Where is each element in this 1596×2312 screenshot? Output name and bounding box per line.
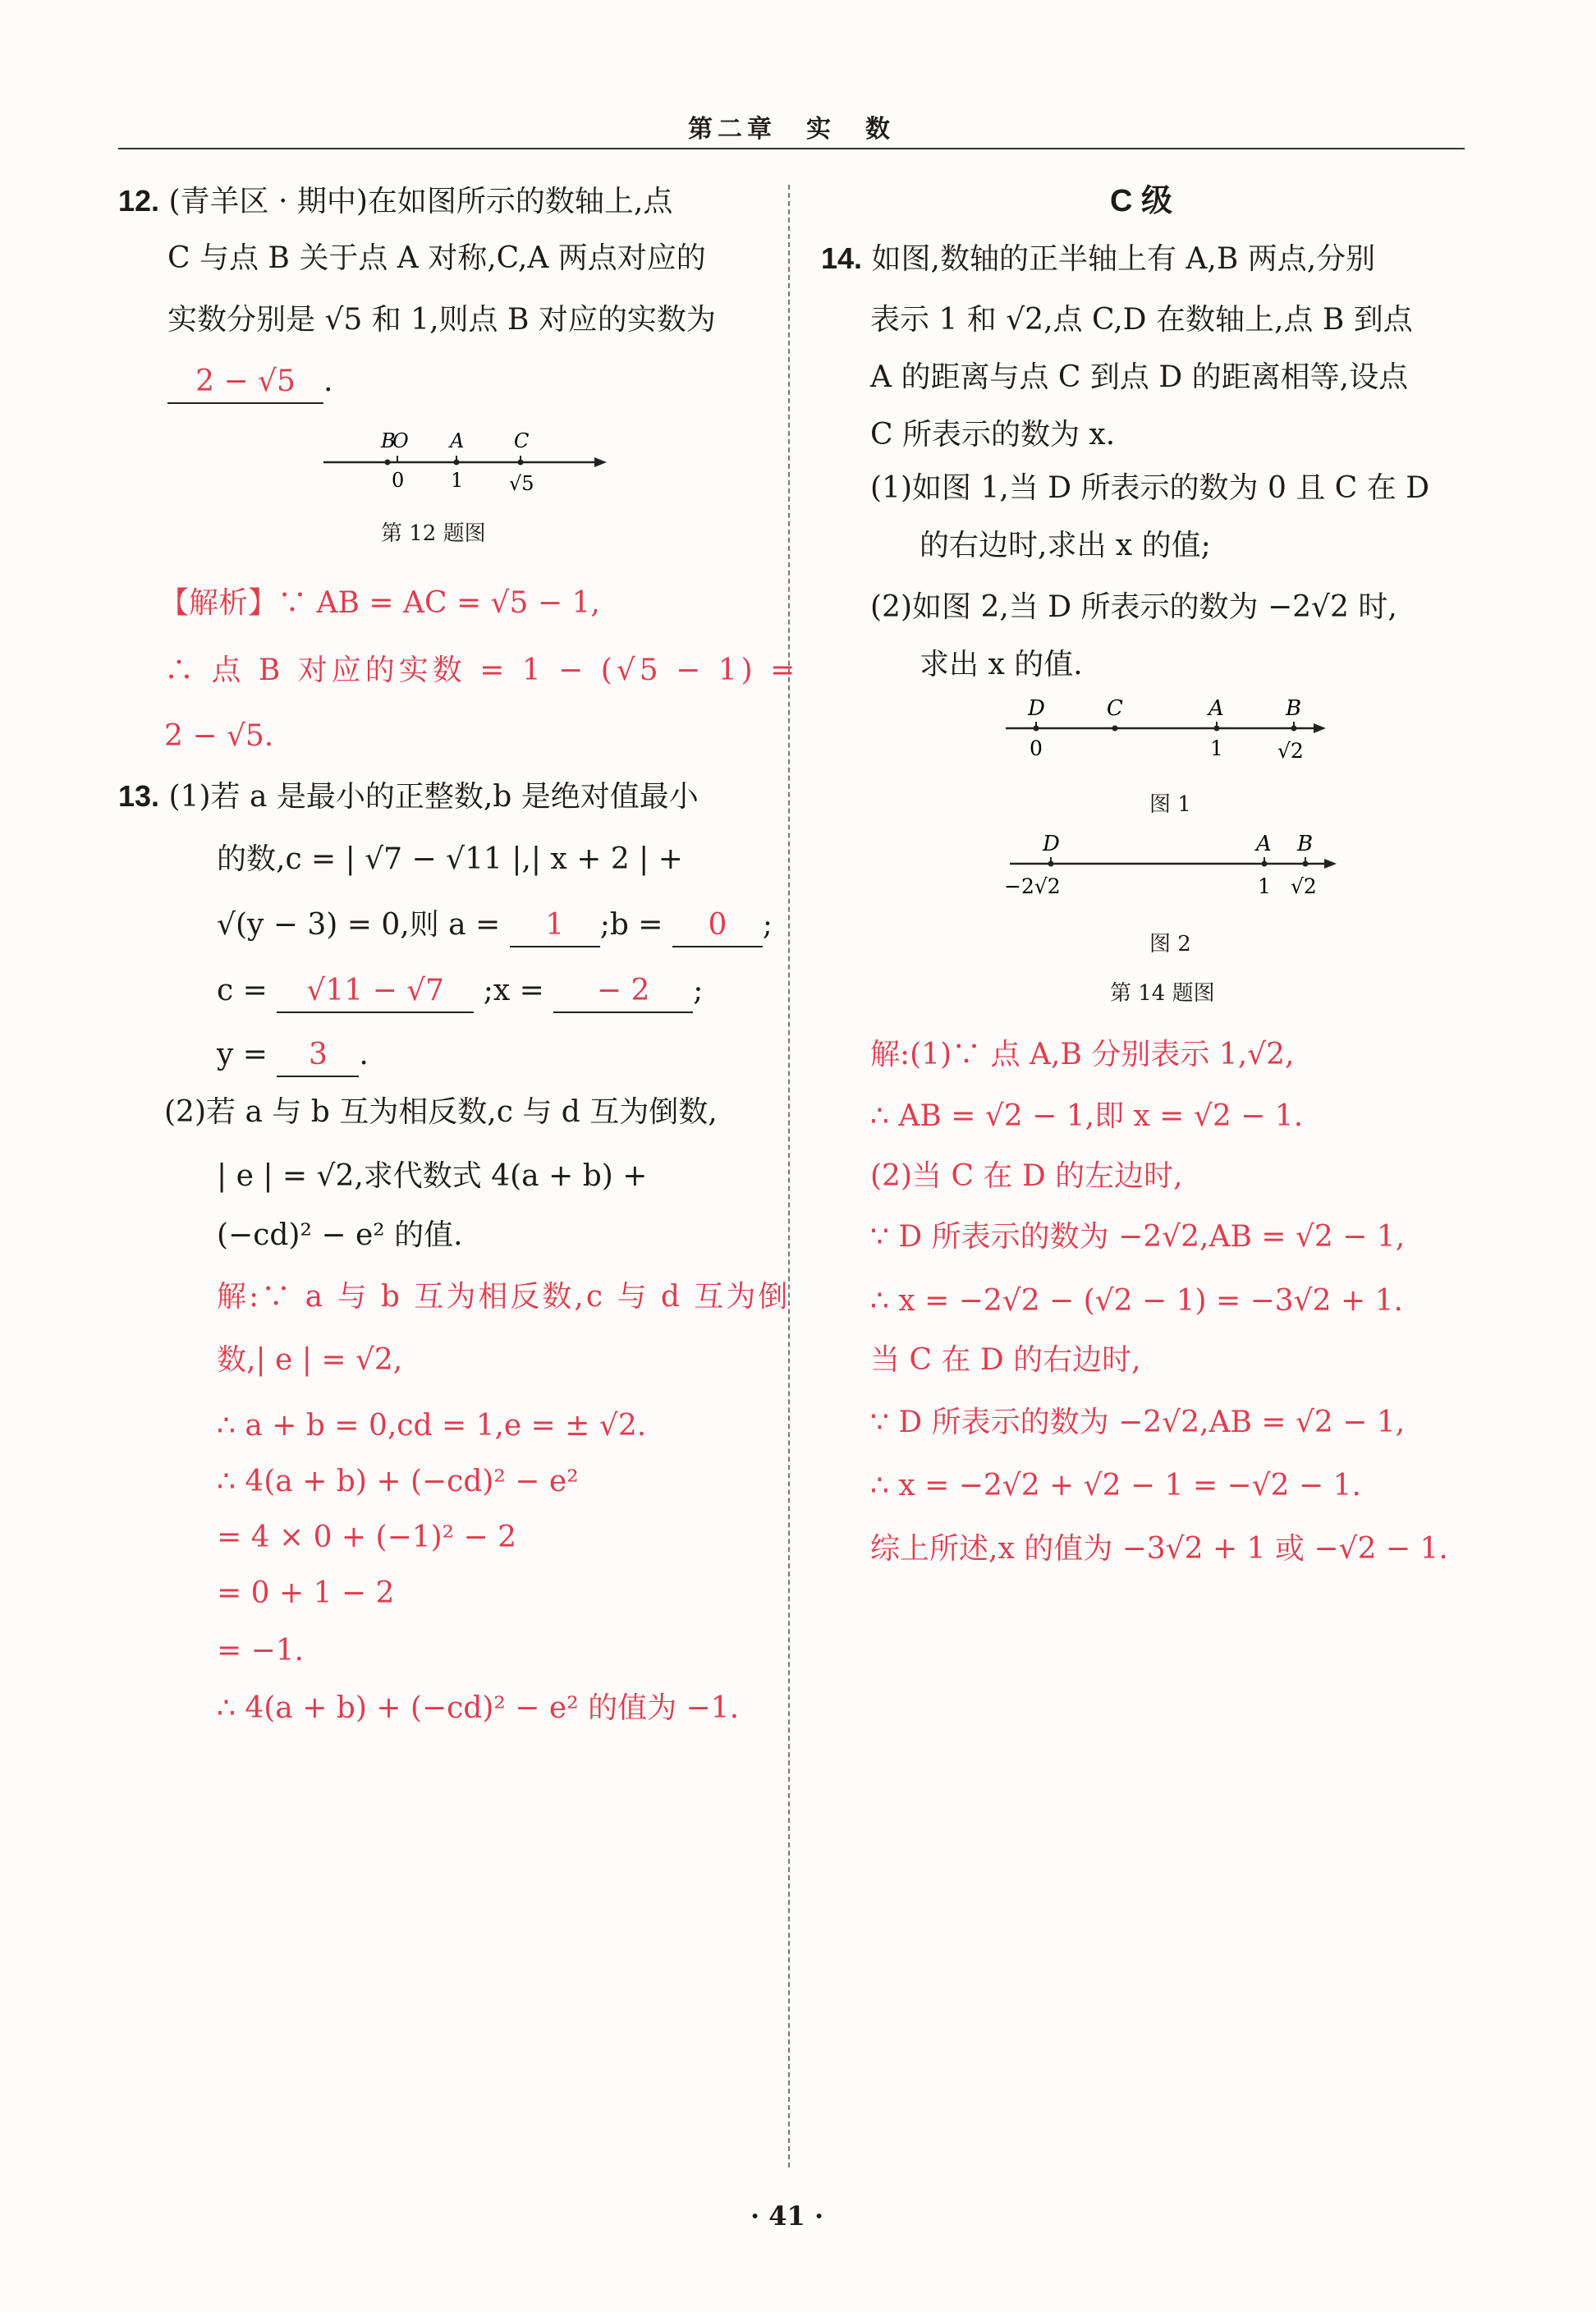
q12-tick-label-1: 1 (451, 469, 464, 492)
fig1-caption: 图 1 (1149, 792, 1191, 817)
q12-line1 (118, 172, 672, 231)
fig2-tick-label-1: 1 (1258, 874, 1271, 898)
q12-point-c (518, 460, 524, 466)
q13-sol-2: ∴ a + b = 0,cd = 1,e = ± √2. (217, 1409, 647, 1443)
q13-b-answer: 0 (708, 908, 727, 942)
q13-p1-text1: (1)若 a 是最小的正整数,b 是绝对值最小 (168, 780, 699, 814)
page-number: · 41 · (750, 2200, 824, 2232)
fig1-tick-label-0: 0 (1030, 736, 1043, 760)
q12-label-b: B (381, 429, 396, 452)
q14-text3: A 的距离与点 C 到点 D 的距离相等,设点 (870, 360, 1409, 394)
q13-p1-line5 (217, 1026, 369, 1084)
q14-sol-5: 当 C 在 D 的右边时, (870, 1343, 1141, 1377)
q13-p2-text1: (2)若 a 与 b 互为相反数,c 与 d 互为倒数, (164, 1095, 718, 1129)
q14-sol-1: ∴ AB = √2 − 1,即 x = √2 − 1. (870, 1099, 1304, 1133)
q14-p1b: 的右边时,求出 x 的值; (920, 529, 1211, 562)
q12-answer-end: . (323, 365, 333, 398)
q13-a-blank (510, 905, 600, 947)
q14-figure-caption: 第 14 题图 (1110, 981, 1215, 1006)
q14-sol-2: (2)当 C 在 D 的左边时, (870, 1159, 1183, 1193)
q14-sol-6: ∵ D 所表示的数为 −2√2,AB = √2 − 1, (870, 1406, 1406, 1439)
column-divider (788, 185, 790, 2168)
q14-text2: 表示 1 和 √2,点 C,D 在数轴上,点 B 到点 (870, 303, 1413, 337)
fig2-caption: 图 2 (1149, 932, 1191, 956)
q13-x-prefix: ;x = (483, 974, 544, 1007)
q13-period: . (359, 1038, 369, 1071)
q13-sol-1: 数,| e | = √2, (217, 1343, 403, 1377)
q13-semicolon-1: ; (762, 908, 773, 942)
q12-text1: (青羊区 · 期中)在如图所示的数轴上,点 (168, 185, 673, 218)
q14-sol-4: ∴ x = −2√2 − (√2 − 1) = −3√2 + 1. (870, 1284, 1403, 1318)
q14-p2b: 求出 x 的值. (920, 648, 1083, 681)
q14-text4: C 所表示的数为 x. (870, 418, 1116, 452)
q13-c-answer: √11 − √7 (306, 974, 445, 1007)
q14-number: 14. (821, 241, 863, 275)
level-c-title: C 级 (1110, 184, 1173, 218)
q13-y-blank (277, 1034, 359, 1077)
q13-b-prefix: ;b = (599, 908, 663, 942)
fig2-axis-arrow (1324, 859, 1337, 869)
q13-y-answer: 3 (308, 1038, 328, 1071)
fig2-label-b: B (1297, 832, 1314, 856)
q13-sol-0: 解:∵ a 与 b 互为相反数,c 与 d 互为倒 (217, 1280, 791, 1314)
fig1-label-d: D (1028, 696, 1045, 721)
q12-answer-line (167, 353, 332, 411)
q12-solution-tag: 【解析】 (159, 586, 278, 620)
q14-sol-7: ∴ x = −2√2 + √2 − 1 = −√2 − 1. (870, 1469, 1361, 1502)
q12-axis-arrow (594, 457, 607, 467)
q14-line1 (821, 230, 1375, 288)
fig1-label-b: B (1286, 696, 1302, 721)
q13-sol-4: = 4 × 0 + (−1)² − 2 (217, 1521, 517, 1554)
q12-figure-caption: 第 12 题图 (381, 521, 486, 546)
q14-sol-3: ∵ D 所表示的数为 −2√2,AB = √2 − 1, (870, 1220, 1406, 1254)
fig1-label-a: A (1208, 696, 1224, 721)
q12-answer: 2 − √5 (195, 365, 296, 398)
fig2-point-a (1262, 861, 1268, 867)
fig1-tick-label-1: 1 (1210, 736, 1223, 760)
chapter-title: 第二章 实 数 (688, 115, 895, 144)
q12-sol2: ∴ 点 B 对应的实数 = 1 − (√5 − 1) = (164, 654, 800, 687)
q13-p1-text3: √(y − 3) = 0,则 a = (217, 908, 501, 942)
q13-sol-3: ∴ 4(a + b) + (−cd)² − e² (217, 1465, 579, 1498)
q12-tick-label-sqrt5: √5 (509, 472, 534, 495)
fig1-label-c: C (1107, 696, 1123, 721)
q13-semicolon-2: ; (693, 974, 704, 1007)
q14-p2a: (2)如图 2,当 D 所表示的数为 −2√2 时, (870, 590, 1397, 624)
q12-sol3: 2 − √5. (164, 719, 274, 753)
q13-p2-text2: | e | = √2,求代数式 4(a + b) + (217, 1159, 648, 1193)
q12-number: 12. (118, 184, 160, 218)
fig2-point-b (1303, 861, 1309, 867)
q12-answer-blank (167, 361, 323, 404)
fig2-point-d (1048, 861, 1054, 867)
q13-p1-line4 (217, 962, 703, 1020)
q13-c-blank (277, 970, 474, 1013)
q13-p1-line1 (118, 768, 699, 826)
q13-x-answer: − 2 (596, 974, 650, 1007)
q12-number-line (323, 423, 734, 505)
q13-b-blank (672, 905, 763, 947)
q13-y-prefix: y = (217, 1038, 268, 1071)
q13-c-prefix: c = (217, 974, 268, 1007)
q13-x-blank (553, 970, 693, 1013)
q12-label-o: O (392, 429, 409, 452)
q12-tick-label-0: 0 (392, 469, 405, 492)
q13-number: 13. (118, 779, 160, 813)
right-column (821, 0, 1478, 2312)
fig2-tick-label-sqrt2: √2 (1291, 874, 1317, 898)
q13-p1-line3 (217, 897, 773, 954)
q12-sol1-line (159, 575, 600, 632)
fig2-label-a: A (1256, 832, 1272, 856)
q12-point-b (385, 460, 391, 466)
fig1-point-c (1112, 726, 1118, 732)
fig2-tick-label-neg2sqrt2: −2√2 (1004, 874, 1061, 898)
q13-a-answer: 1 (545, 908, 565, 942)
q14-figure-1 (993, 694, 1338, 772)
q13-sol-5: = 0 + 1 − 2 (217, 1576, 395, 1610)
q12-text3: 实数分别是 √5 和 1,则点 B 对应的实数为 (167, 303, 716, 337)
q12-sol1: ∵ AB = AC = √5 − 1, (277, 586, 600, 620)
q14-text1: 如图,数轴的正半轴上有 A,B 两点,分别 (871, 242, 1376, 276)
fig1-point-b (1291, 726, 1297, 732)
fig2-label-d: D (1043, 832, 1060, 856)
q14-figure-2 (981, 829, 1359, 907)
fig1-point-a (1214, 726, 1220, 732)
fig1-tick-label-sqrt2: √2 (1277, 739, 1304, 763)
q14-sol-0: 解:(1)∵ 点 A,B 分别表示 1,√2, (870, 1038, 1295, 1071)
q12-point-a (454, 460, 460, 466)
q12-label-c: C (514, 429, 530, 452)
q12-label-a: A (450, 429, 465, 452)
q13-sol-7: ∴ 4(a + b) + (−cd)² − e² 的值为 −1. (217, 1691, 740, 1725)
q13-p2-text3: (−cd)² − e² 的值. (217, 1218, 463, 1252)
q12-text2: C 与点 B 关于点 A 对称,C,A 两点对应的 (167, 241, 706, 275)
q13-sol-6: = −1. (217, 1634, 305, 1667)
q14-p1a: (1)如图 1,当 D 所表示的数为 0 且 C 在 D (870, 471, 1430, 505)
q14-sol-8: 综上所述,x 的值为 −3√2 + 1 或 −√2 − 1. (870, 1532, 1448, 1566)
q13-p1-text2: 的数,c = | √7 − √11 |,| x + 2 | + (217, 842, 683, 876)
fig1-point-d (1034, 726, 1039, 732)
fig1-axis-arrow (1314, 723, 1326, 733)
